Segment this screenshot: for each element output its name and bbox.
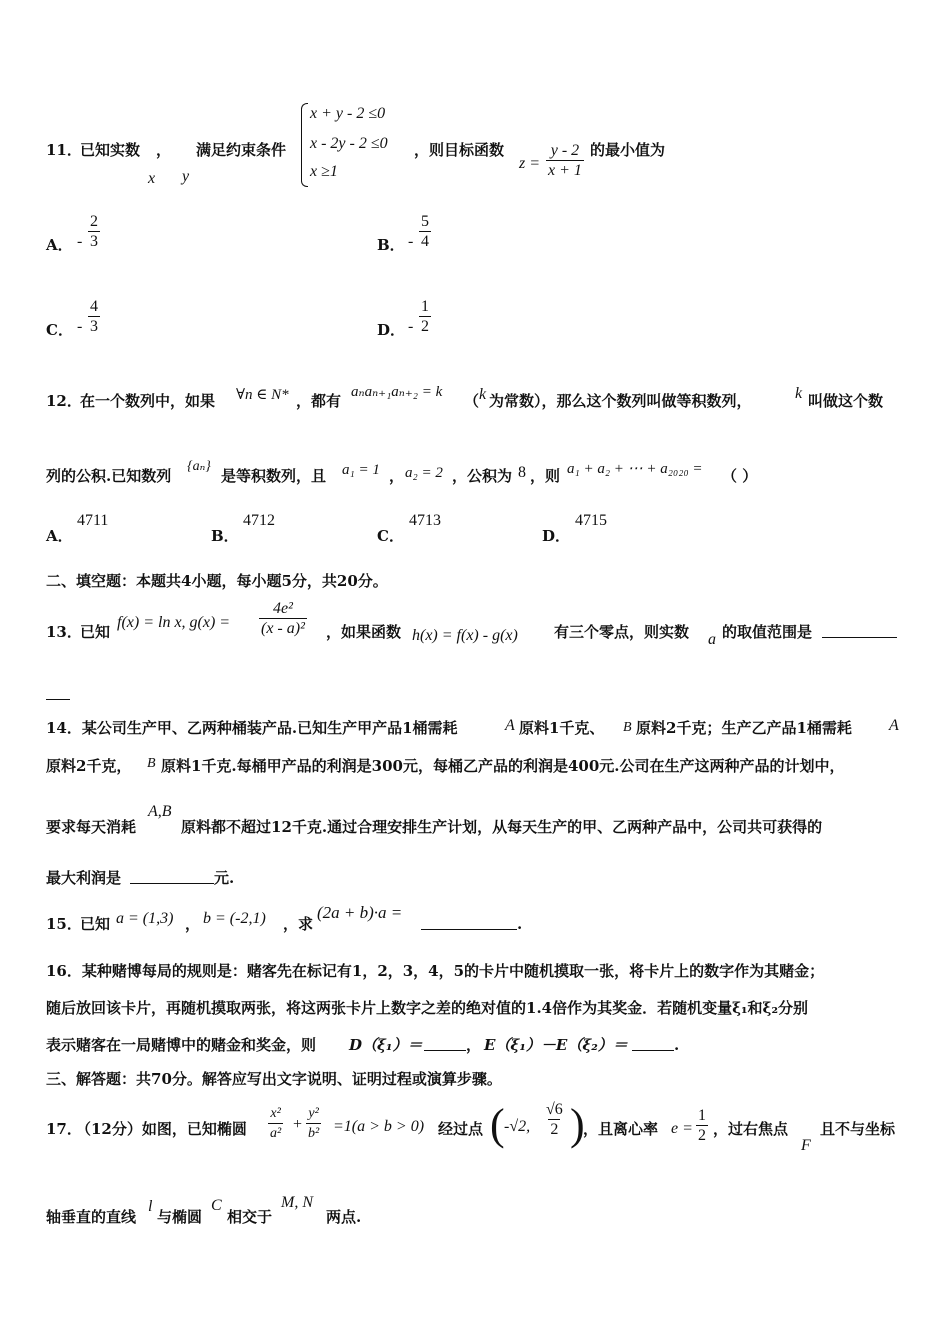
q17-plus: + <box>293 1116 303 1133</box>
q13-answer-blank[interactable] <box>822 623 897 638</box>
q17-F: F <box>801 1137 811 1154</box>
q17-text-3: ，且离心率 <box>583 1120 659 1138</box>
q13-answer-blank-cont[interactable] <box>46 685 70 700</box>
q11-constraint-1: x + y - 2 ≤0 <box>310 105 386 122</box>
q11-constraint-brace <box>301 103 308 187</box>
q16-answer-blank-1[interactable] <box>424 1036 466 1051</box>
q12-text-9: ，公积为 <box>452 467 513 485</box>
q12-option-d-value: 4715 <box>575 512 607 529</box>
q11-option-c-num: 4 <box>90 298 98 315</box>
q11-z-fraction <box>546 141 584 180</box>
q14-line-1b: 原料1千克、 <box>519 719 605 737</box>
q12-text-8: ， <box>389 467 405 485</box>
q15-expression: (2a + b)·a = <box>317 903 403 922</box>
q16-line-3c: ， <box>466 1036 482 1054</box>
section-3-heading: 三、解答题：共70分。解答应写出文字说明、证明过程或演算步骤。 <box>46 1070 502 1088</box>
q12-option-c-label: C． <box>377 527 404 545</box>
q17-number: 17． <box>46 1120 82 1138</box>
q14-A-1: A <box>505 717 515 734</box>
q11-option-c-fraction <box>88 297 100 336</box>
q14-AB: A,B <box>148 803 172 820</box>
q16-line-2: 随后放回该卡片，再随机摸取两张，将这两张卡片上数字之差的绝对值的1.4倍作为其奖金．若随机变量ξ₁和ξ₂分别 <box>46 999 809 1017</box>
q12-option-c-value: 4713 <box>409 512 441 529</box>
q13-text-1: 已知 <box>80 623 111 641</box>
q14-line-4a: 最大利润是 <box>46 869 122 887</box>
q11-text-2: 满足约束条件 <box>196 141 287 159</box>
q11-option-a-fraction <box>88 212 100 251</box>
q11-option-d-label: D． <box>377 321 406 339</box>
q13-math-a: a <box>708 631 716 648</box>
q12-option-b-label: B． <box>211 527 239 545</box>
q17-x-den: a² <box>268 1123 283 1143</box>
q17-point-y-fraction <box>544 1100 565 1139</box>
q13-number: 13． <box>46 623 82 641</box>
q11-option-d-sign: - <box>408 318 414 335</box>
q11-text-4: 的最小值为 <box>590 141 666 159</box>
q14-line-2a: 原料2千克， <box>46 757 132 775</box>
q11-option-c-sign: - <box>77 318 83 335</box>
q17-ecc-fraction <box>696 1106 708 1145</box>
q11-comma: ， <box>156 141 172 159</box>
q11-text-3: ，则目标函数 <box>414 141 505 159</box>
q12-text-6: 列的公积.已知数列 <box>46 467 172 485</box>
q17-y-den: b² <box>306 1123 321 1143</box>
section-2-heading: 二、填空题：本题共4小题，每小题5分，共20分。 <box>46 572 388 590</box>
q17-ecc-num: 1 <box>698 1107 706 1124</box>
q17-C: C <box>211 1197 222 1214</box>
q11-option-d-fraction <box>419 297 431 336</box>
q13-text-4: 的取值范围是 <box>722 623 813 641</box>
q15-text-3: ，求 <box>283 915 314 933</box>
q12-math-a2: a₂ = 2 <box>405 465 443 481</box>
q17-y-num: y² <box>308 1106 319 1121</box>
q17-left-paren: ( <box>490 1100 505 1149</box>
q14-B-1: B <box>623 720 632 735</box>
q17-x-fraction <box>268 1104 283 1143</box>
q12-option-d-label: D． <box>542 527 571 545</box>
q16-line-3d: E（ξ₁）－E（ξ₂）＝ <box>484 1036 628 1054</box>
q17-y-fraction <box>306 1104 321 1143</box>
q11-option-b-fraction <box>419 212 431 251</box>
q15-period: . <box>517 915 523 933</box>
q15-number: 15． <box>46 915 82 933</box>
q11-option-c-label: C． <box>46 321 73 339</box>
q16-line-3a: 表示赌客在一局赌博中的赌金和奖金，则 <box>46 1036 317 1054</box>
q14-line-1d: 原料2千克；生产乙产品1桶需耗 <box>636 719 852 737</box>
q14-answer-blank[interactable] <box>130 869 214 884</box>
q17-line-2a: 轴垂直的直线 <box>46 1208 137 1226</box>
q11-z-numerator: y - 2 <box>550 142 580 159</box>
q11-var-y: y <box>182 168 190 185</box>
q12-text-7: 是等积数列，且 <box>221 467 327 485</box>
q14-A-2: A <box>889 717 899 734</box>
q11-option-b-num: 5 <box>421 213 429 230</box>
q12-number: 12． <box>46 392 82 410</box>
q12-option-a-value: 4711 <box>77 512 109 529</box>
q15-vector-b: b = (-2,1) <box>203 910 266 927</box>
q17-line-2c: 相交于 <box>227 1208 273 1226</box>
q16-line-1: 16．某种赌博每局的规则是：赌客先在标记有1，2，3，4，5的卡片中随机摸取一张，将卡片上的数字作为其赌金； <box>46 962 825 980</box>
q12-math-k2: k <box>795 385 803 402</box>
q12-math-product: aₙaₙ₊₁aₙ₊₂ = k <box>351 384 443 400</box>
q12-math-a1: a₁ = 1 <box>342 462 380 478</box>
q11-var-x: x <box>148 170 156 187</box>
q12-text-5: 叫做这个数 <box>808 392 884 410</box>
q14-line-3c: 原料都不超过12千克.通过合理安排生产计划，从每天生产的甲、乙两种产品中，公司共可获得的 <box>181 818 823 836</box>
q16-line-3b: D（ξ₁）＝ <box>349 1036 423 1054</box>
q12-text-2: ，都有 <box>296 392 342 410</box>
q11-z-denominator: x + 1 <box>548 162 582 179</box>
q14-line-2c: 原料1千克.每桶甲产品的利润是300元，每桶乙产品的利润是400元.公司在生产这两种产品的计划中， <box>161 757 845 775</box>
q14-line-1: 14．某公司生产甲、乙两种桶装产品.已知生产甲产品1桶需耗 <box>46 719 458 737</box>
q12-math-forall: ∀n ∈ N* <box>236 387 289 403</box>
q17-ellipse-rhs: =1(a > b > 0) <box>333 1118 425 1135</box>
q13-g-numerator: 4e² <box>272 600 293 617</box>
q12-text-11: （ ） <box>722 467 758 485</box>
q12-text-4: 为常数），那么这个数列叫做等积数列， <box>489 392 752 410</box>
q13-g-denominator: (x - a)² <box>261 620 305 637</box>
q11-option-a-den: 3 <box>90 233 98 250</box>
q12-math-seq: {aₙ} <box>187 459 211 474</box>
q12-text-3: （ <box>464 392 480 410</box>
q17-point-y-den: 2 <box>550 1121 559 1138</box>
q12-math-k: k <box>479 386 487 403</box>
q13-text-2: ，如果函数 <box>326 623 402 641</box>
q17-text-2: 经过点 <box>438 1120 484 1138</box>
q14-line-4b: 元. <box>214 869 235 887</box>
q12-math-sum: a₁ + a₂ + ⋯ + a₂₀₂₀ = <box>567 461 703 477</box>
q12-math-8: 8 <box>518 464 526 481</box>
q11-text-1: 已知实数 <box>80 141 141 159</box>
q11-option-a-num: 2 <box>90 213 98 230</box>
q15-text-1: 已知 <box>80 915 111 933</box>
q13-math-h: h(x) = f(x) - g(x) <box>412 627 518 644</box>
q11-option-b-sign: - <box>408 233 414 250</box>
q14-B-2: B <box>147 756 156 771</box>
q11-option-a-sign: - <box>77 233 83 250</box>
q17-ecc: e = <box>671 1120 693 1137</box>
q17-line-2d: 两点. <box>326 1208 362 1226</box>
q11-option-b-label: B． <box>377 236 405 254</box>
q17-point-y-num: √6 <box>546 1101 563 1118</box>
q13-math-fg: f(x) = ln x, g(x) = <box>117 614 231 631</box>
q13-g-fraction <box>259 599 307 638</box>
q12-text-1: 在一个数列中，如果 <box>80 392 216 410</box>
q14-line-3a: 要求每天消耗 <box>46 818 137 836</box>
q12-option-a-label: A． <box>46 527 73 545</box>
q17-point-x: -√2, <box>504 1118 531 1135</box>
q11-option-d-num: 1 <box>421 298 429 315</box>
q15-vector-a: a = (1,3) <box>116 910 174 927</box>
q12-text-10: ，则 <box>530 467 561 485</box>
q16-line-3e: . <box>674 1036 680 1054</box>
q17-right-paren: ) <box>570 1100 585 1149</box>
q11-constraint-3: x ≥1 <box>310 163 338 180</box>
q15-text-2: ， <box>185 915 201 933</box>
q11-z-lhs: z = <box>519 155 541 172</box>
q11-option-c-den: 3 <box>90 318 98 335</box>
q17-line-2b: 与椭圆 <box>157 1208 203 1226</box>
q11-option-a-label: A． <box>46 236 73 254</box>
q16-answer-blank-2[interactable] <box>632 1036 674 1051</box>
q17-MN: M, N <box>281 1194 313 1211</box>
q17-x-num: x² <box>270 1106 281 1121</box>
q17-text-1: （12分）如图，已知椭圆 <box>76 1120 247 1138</box>
q12-option-b-value: 4712 <box>243 512 275 529</box>
q11-number: 11． <box>46 141 82 159</box>
q17-ecc-den: 2 <box>698 1127 706 1144</box>
q15-answer-blank[interactable] <box>421 915 517 930</box>
q11-constraint-2: x - 2y - 2 ≤0 <box>310 135 388 152</box>
q17-text-5: 且不与坐标 <box>820 1120 896 1138</box>
q13-text-3: 有三个零点，则实数 <box>554 623 690 641</box>
q17-l: l <box>148 1198 153 1215</box>
q17-text-4: ，过右焦点 <box>713 1120 789 1138</box>
q11-option-d-den: 2 <box>421 318 429 335</box>
q11-option-b-den: 4 <box>421 233 429 250</box>
